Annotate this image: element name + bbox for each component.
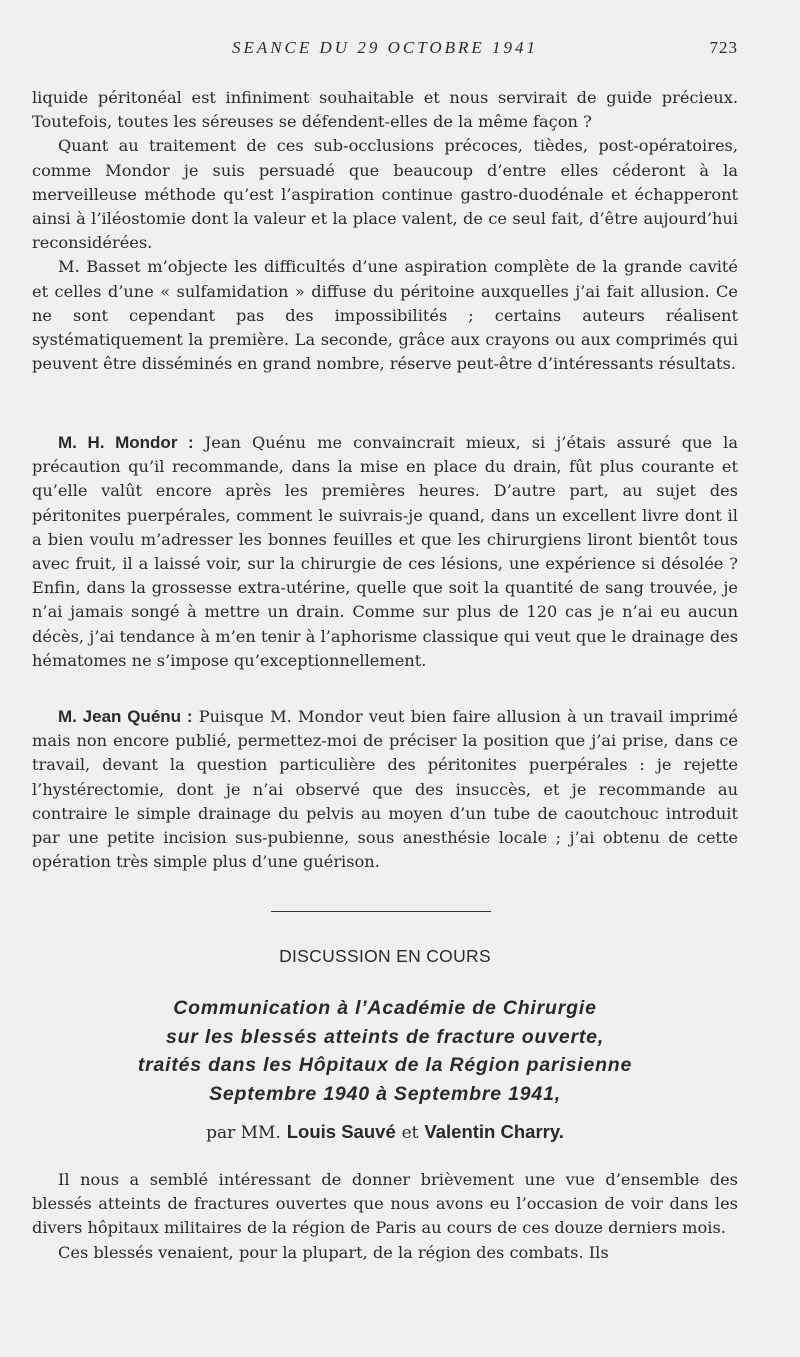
title-line: traités dans les Hôpitaux de la Région parisienne bbox=[137, 1054, 633, 1077]
mondor-remarks bbox=[32, 431, 738, 673]
paragraph: Quant au traitement de ces sub-occlusions précoces, tièdes, post-opératoires, comme Mondor je suis persuadé que beaucoup d’entre elles céderont à la merveilleuse méthode qu’est l’aspiration continue gastro-duodénale et échapperont ainsi à l’iléostomie dont la valeur et la place valent, de ce seul fait, d’être aujourd’hui reconsidérées. bbox=[32, 136, 738, 253]
title-line: Septembre 1940 à Septembre 1941, bbox=[209, 1082, 561, 1105]
authors-conjunction: et bbox=[401, 1123, 419, 1143]
communication-title bbox=[32, 994, 738, 1108]
paragraph: Ces blessés venaient, pour la plupart, de la région des combats. Ils bbox=[58, 1242, 609, 1262]
paragraph: Il nous a semblé intéressant de donner brièvement une vue d’ensemble des blessés atteints de fractures ouvertes que nous avons eu l’occasion de voir dans les divers hôpitaux militaires de la région de Paris au cours de ces douze derniers mois. bbox=[32, 1170, 738, 1238]
speaker-name: M. Jean Quénu : bbox=[58, 707, 193, 726]
section-heading: DISCUSSION EN COURS bbox=[279, 946, 491, 966]
paragraph: M. Basset m’objecte les difficultés d’une aspiration complète de la grande cavité et celles d’une « sulfamidation » diffuse du péritoine auxquelles j’ai fait allusion. Ce ne sont cependant pas des impossibilités ; certains auteurs réalisent systématiquement la première. La seconde, grâce aux crayons ou aux comprimés qui peuvent être disséminés en grand nombre, réserve peut-être d’intéressants résultats. bbox=[32, 257, 738, 374]
page-number: 723 bbox=[709, 38, 738, 57]
paragraph bbox=[32, 705, 738, 874]
top-text-block bbox=[32, 86, 738, 376]
running-header bbox=[32, 38, 738, 60]
title-line: Communication à l’Académie de Chirurgie bbox=[173, 997, 597, 1019]
speaker-text: Jean Quénu me convaincrait mieux, si j’étais assuré que la précaution qu’il recommande, dans la mise en place du drain, fût plus courante et qu’elle valût encore après les premières heures. D’autre part, au sujet des péritonites puerpérales, comment le suivrais-je quand, dans un excellent livre dont il a bien voulu m’adresser les bonnes feuilles et que les chirurgiens liront bientôt tous avec fruit, il a laissé voir, sur la chirurgie de ces lésions, une expérience si désolée ? Enfin, dans la grossesse extra-utérine, quelle que soit la quantité de sang trouvée, je n’ai jamais songé à mettre un drain. Comme sur plus de 120 cas je n’ai eu aucun décès, j’ai tendance à m’en tenir à l’aphorisme classique qui veut que le drainage des hématomes ne s’impose qu’exceptionnellement. bbox=[32, 433, 738, 670]
quenu-remarks bbox=[32, 705, 738, 874]
header-title: SEANCE DU 29 OCTOBRE 1941 bbox=[231, 38, 539, 57]
section-divider bbox=[271, 911, 491, 912]
paragraph bbox=[32, 431, 738, 673]
speaker-name: M. H. Mondor : bbox=[58, 433, 194, 452]
authors-line bbox=[32, 1121, 738, 1143]
author-name: Louis Sauvé bbox=[286, 1121, 396, 1142]
bottom-text-block bbox=[32, 1168, 738, 1265]
title-line: sur les blessés atteints de fracture ouverte, bbox=[165, 1025, 605, 1048]
paragraph: liquide péritonéal est infiniment souhaitable et nous servirait de guide précieux. Toutefois, toutes les séreuses se défendent-elles de la même façon ? bbox=[32, 88, 738, 132]
authors-prefix: par MM. bbox=[206, 1123, 281, 1143]
speaker-text: Puisque M. Mondor veut bien faire allusion à un travail imprimé mais non encore publié, permettez-moi de préciser la position que j’ai prise, dans ce travail, devant la question particulière des péritonites puerpérales : je rejette l’hystérectomie, dont je n’ai observé que des insuccès, et je recommande au contraire le simple drainage du pelvis au moyen d’un tube de caoutchouc introduit par une petite incision sus-pubienne, sous anesthésie locale ; j’ai obtenu de cette opération très simple plus d’une guérison. bbox=[32, 707, 739, 872]
author-name: Valentin Charry. bbox=[424, 1121, 564, 1142]
